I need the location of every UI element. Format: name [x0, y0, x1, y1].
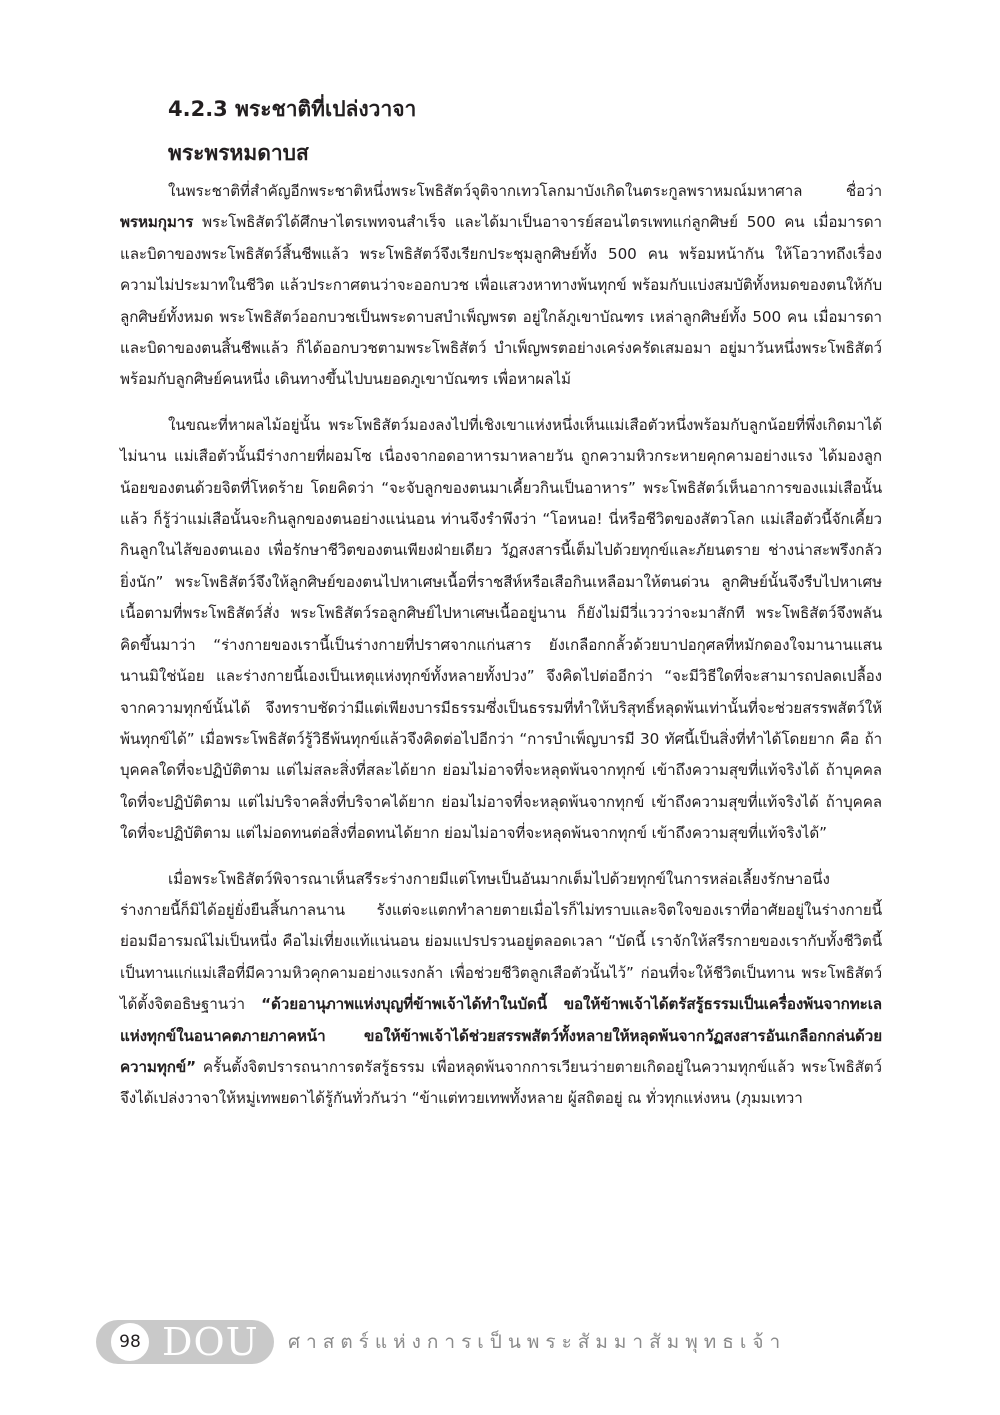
paragraph-1-text-c: พระโพธิสัตว์ได้ศึกษาไตรเพทจนสำเร็จ และได้มาเป็นอาจารย์สอนไตรเพทแก่ลูกศิษย์ 500 คน เมื่อมารดาและบิดาของพระโพธิสัตว์สิ้นชีพแล้ว พระโพธิสัตว์จึงเรียกประชุมลูกศิษย์ทั้ง 500 คน พร้อมหน้ากัน ให้โอวาทถึงเรื่องความไม่ประมาทในชีวิต แล้วประกาศตนว่าจะออกบวช เพื่อแสวงหาทางพ้นทุกข์ พร้อมกับแบ่งสมบัติทั้งหมดของตนให้กับลูกศิษย์ทั้งหมด พระโพธิสัตว์ออกบวชเป็นพระดาบสบำเพ็ญพรต อยู่ใกล้ภูเขาบัณฑร เหล่าลูกศิษย์ทั้ง 500 คน เมื่อมารดาและบิดาของตนสิ้นชีพแล้ว ก็ได้ออกบวชตามพระโพธิสัตว์ บำเพ็ญพรตอย่างเคร่งครัดเสมอมา อยู่มาวันหนึ่งพระโพธิสัตว์พร้อมกับลูกศิษย์คนหนึ่ง เดินทางขึ้นไปบนยอดภูเขาบัณฑร เพื่อหาผลไม้ — [120, 213, 882, 389]
book-title: ศาสตร์แห่งการเป็นพระสัมมาสัมพุทธเจ้า — [288, 1331, 787, 1353]
page-content — [120, 92, 882, 1129]
paragraph-3 — [120, 864, 882, 1115]
paragraph-1 — [120, 176, 882, 396]
footer-badge — [96, 1320, 274, 1364]
paragraph-3-text-a: เมื่อพระโพธิสัตว์พิจารณาเห็นสรีระร่างกายมีแต่โทษเป็นอันมากเต็มไปด้วยทุกข์ในการหล่อเลี้ยงรักษาอนึ่ง ร่างกายนี้ก็มิได้อยู่ยั่งยืนสิ้นกาลนาน รังแต่จะแตกทำลายตายเมื่อไรก็ไม่ทราบและจิตใจของเราที่อาศัยอยู่ในร่างกายนี้ ย่อมมีอารมณ์ไม่เป็นหนึ่ง คือไม่เที่ยงแท้แน่นอน ย่อมแปรปรวนอยู่ตลอดเวลา “บัดนี้ เราจักให้สรีรกายของเรากับทั้งชีวิตนี้เป็นทานแก่แม่เสือที่มีความหิวคุกคามอย่างแรงกล้า เพื่อช่วยชีวิตลูกเสือตัวนั้นไว้” ก่อนที่จะให้ชีวิตเป็นทาน พระโพธิสัตว์ได้ตั้งจิตอธิษฐานว่า — [120, 869, 882, 1014]
paragraph-1-text-a: ในพระชาติที่สำคัญอีกพระชาติหนึ่งพระโพธิสัตว์จุติจากเทวโลกมาบังเกิดในตระกูลพราหมณ์มหาศาล ชื่อว่า — [168, 182, 882, 200]
sub-heading: พระพรหมดาบส — [168, 141, 309, 165]
paragraph-3-text-c: ครั้นตั้งจิตปรารถนาการตรัสรู้ธรรม เพื่อหลุดพ้นจากการเวียนว่ายตายเกิดอยู่ในความทุกข์แล้ว พระโพธิสัตว์จึงได้เปล่งวาจาให้หมู่เทพยดาได้รู้กันทั่วกันว่า “ข้าแต่ทวยเทพทั้งหลาย ผู้สถิตอยู่ ณ ทั่วทุกแห่งหน (ภุมมเทวา — [120, 1057, 882, 1108]
paragraph-2: ในขณะที่หาผลไม้อยู่นั้น พระโพธิสัตว์มองลงไปที่เชิงเขาแห่งหนึ่งเห็นแม่เสือตัวหนึ่งพร้อมกับลูกน้อยที่พึ่งเกิดมาได้ไม่นาน แม่เสือตัวนั้นมีร่างกายที่ผอมโซ เนื่องจากอดอาหารมาหลายวัน ถูกความหิวกระหายคุกคามอย่างแรง ได้มองลูกน้อยของตนด้วยจิตที่โหดร้าย โดยคิดว่า “จะจับลูกของตนมาเคี้ยวกินเป็นอาหาร” พระโพธิสัตว์เห็นอาการของแม่เสือนั้นแล้ว ก็รู้ว่าแม่เสือนั้นจะกินลูกของตนอย่างแน่นอน ท่านจึงรำพึงว่า “โอหนอ! นี่หรือชีวิตของสัตวโลก แม่เสือตัวนี้จักเคี้ยวกินลูกในไส้ของตนเอง เพื่อรักษาชีวิตของตนเพียงฝ่ายเดียว วัฏสงสารนี้เต็มไปด้วยทุกข์และภัยนตราย ช่างน่าสะพรึงกลัวยิ่งนัก” พระโพธิสัตว์จึงให้ลูกศิษย์ของตนไปหาเศษเนื้อที่ราชสีห์หรือเสือกินเหลือมาให้ตนด่วน ลูกศิษย์นั้นจึงรีบไปหาเศษเนื้อตามที่พระโพธิสัตว์สั่ง พระโพธิสัตว์รอลูกศิษย์ไปหาเศษเนื้ออยู่นาน ก็ยังไม่มีวี่แววว่าจะมาสักที พระโพธิสัตว์จึงพลันคิดขึ้นมาว่า “ร่างกายของเรานี้เป็นร่างกายที่ปราศจากแก่นสาร ยังเกลือกกลั้วด้วยบาปอกุศลที่หมักดองใจมานานแสนนานมิใช่น้อย และร่างกายนี้เองเป็นเหตุแห่งทุกข์ทั้งหลายทั้งปวง” จึงคิดไปต่ออีกว่า “จะมีวิธีใดที่จะสามารถปลดเปลื้องจากความทุกข์นั้นได้ จึงทราบชัดว่ามีแต่เพียงบารมีธรรมซึ่งเป็นธรรมที่ทำให้บริสุทธิ์หลุดพ้นเท่านั้นที่จะช่วยสรรพสัตว์ให้พ้นทุกข์ได้” เมื่อพระโพธิสัตว์รู้วิธีพ้นทุกข์แล้วจึงคิดต่อไปอีกว่า “การบำเพ็ญบารมี 30 ทัศนี้เป็นสิ่งที่ทำได้โดยยาก คือ ถ้าบุคคลใดที่จะปฏิบัติตาม แต่ไม่สละสิ่งที่สละได้ยาก ย่อมไม่อาจที่จะหลุดพ้นจากทุกข์ เข้าถึงความสุขที่แท้จริงได้ ถ้าบุคคลใดที่จะปฏิบัติตาม แต่ไม่บริจาคสิ่งที่บริจาคได้ยาก ย่อมไม่อาจที่จะหลุดพ้นจากทุกข์ เข้าถึงความสุขที่แท้จริงได้ ถ้าบุคคลใดที่จะปฏิบัติตาม แต่ไม่อดทนต่อสิ่งที่อดทนได้ยาก ย่อมไม่อาจที่จะหลุดพ้นจากทุกข์ เข้าถึงความสุขที่แท้จริงได้” — [120, 415, 882, 843]
page-number: 98 — [108, 1320, 152, 1364]
paragraph-3-bold-vow: “ด้วยอานุภาพแห่งบุญที่ข้าพเจ้าได้ทำในบัดนี้ ขอให้ข้าพเจ้าได้ตรัสรู้ธรรมเป็นเครื่องพ้นจากทะเลแห่งทุกข์ในอนาคตภายภาคหน้า ขอให้ข้าพเจ้าได้ช่วยสรรพสัตว์ทั้งหลายให้หลุดพ้นจากวัฏสงสารอันเกลือกกล่นด้วยความทุกข์” — [120, 995, 882, 1076]
brand-logo: DOU — [162, 1320, 259, 1364]
paragraph-1-bold-name: พรหมกุมาร — [120, 213, 194, 232]
section-heading: 4.2.3 พระชาติที่เปล่งวาจา — [168, 97, 417, 121]
page-footer — [96, 1320, 786, 1364]
